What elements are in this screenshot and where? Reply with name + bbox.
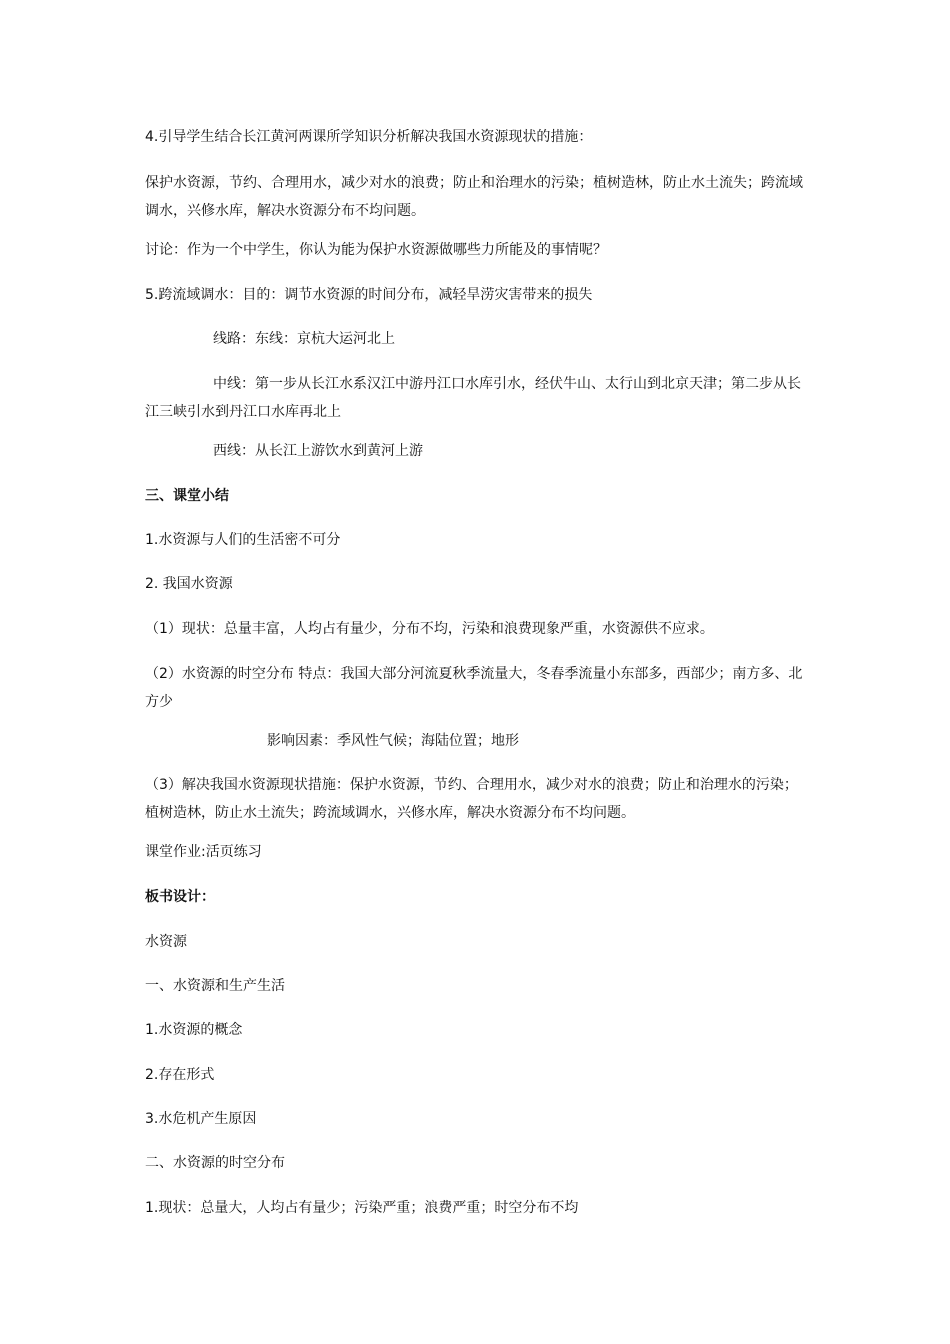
paragraph-factors: 影响因素：季风性气候；海陆位置；地形 <box>267 733 519 749</box>
paragraph-board-item-2: 2.存在形式 <box>145 1067 215 1083</box>
paragraph-board-item-3: 3.水危机产生原因 <box>145 1111 257 1127</box>
paragraph-board-title: 水资源 <box>145 934 187 950</box>
paragraph-current-status: （1）现状：总量丰富，人均占有量少，分布不均，污染和浪费现象严重，水资源供不应求。 <box>145 621 714 637</box>
paragraph-homework: 课堂作业:活页练习 <box>145 844 262 860</box>
paragraph-solutions: （3）解决我国水资源现状措施：保护水资源，节约、合理用水，减少对水的浪费；防止和治理水的污染；植树造林，防止水土流失；跨流域调水，兴修水库，解决水资源分布不均问题。 <box>145 777 798 821</box>
paragraph-discussion: 讨论：作为一个中学生，你认为能为保护水资源做哪些力所能及的事情呢？ <box>145 242 607 258</box>
paragraph-middle-route: 中线：第一步从长江水系汉江中游丹江口水库引水，经伏牛山、太行山到北京天津；第二步从长江三峡引水到丹江口水库再北上 <box>145 376 801 420</box>
paragraph-water-transfer: 5.跨流域调水：目的：调节水资源的时间分布，减轻旱涝灾害带来的损失 <box>145 287 593 303</box>
paragraph-board-section-2: 二、水资源的时空分布 <box>145 1155 285 1171</box>
paragraph-summary-1: 1.水资源与人们的生活密不可分 <box>145 532 341 548</box>
paragraph-distribution: （2）水资源的时空分布 特点：我国大部分河流夏秋季流量大，冬春季流量小东部多，西部少；南方多、北方少 <box>145 666 803 710</box>
paragraph-measures-intro: 4.引导学生结合长江黄河两课所学知识分析解决我国水资源现状的措施： <box>145 129 593 145</box>
paragraph-board-section-1: 一、水资源和生产生活 <box>145 978 285 994</box>
heading-board-design: 板书设计： <box>145 889 215 905</box>
paragraph-board-item-1: 1.水资源的概念 <box>145 1022 243 1038</box>
paragraph-measures-list: 保护水资源，节约、合理用水，减少对水的浪费；防止和治理水的污染；植树造林，防止水土流失；跨流域调水，兴修水库，解决水资源分布不均问题。 <box>145 175 803 219</box>
heading-class-summary: 三、课堂小结 <box>145 488 229 504</box>
paragraph-summary-2: 2. 我国水资源 <box>145 576 233 592</box>
paragraph-east-route: 线路：东线：京杭大运河北上 <box>213 331 395 347</box>
paragraph-board-item-4: 1.现状：总量大，人均占有量少；污染严重；浪费严重；时空分布不均 <box>145 1200 579 1216</box>
paragraph-west-route: 西线：从长江上游饮水到黄河上游 <box>213 443 423 459</box>
